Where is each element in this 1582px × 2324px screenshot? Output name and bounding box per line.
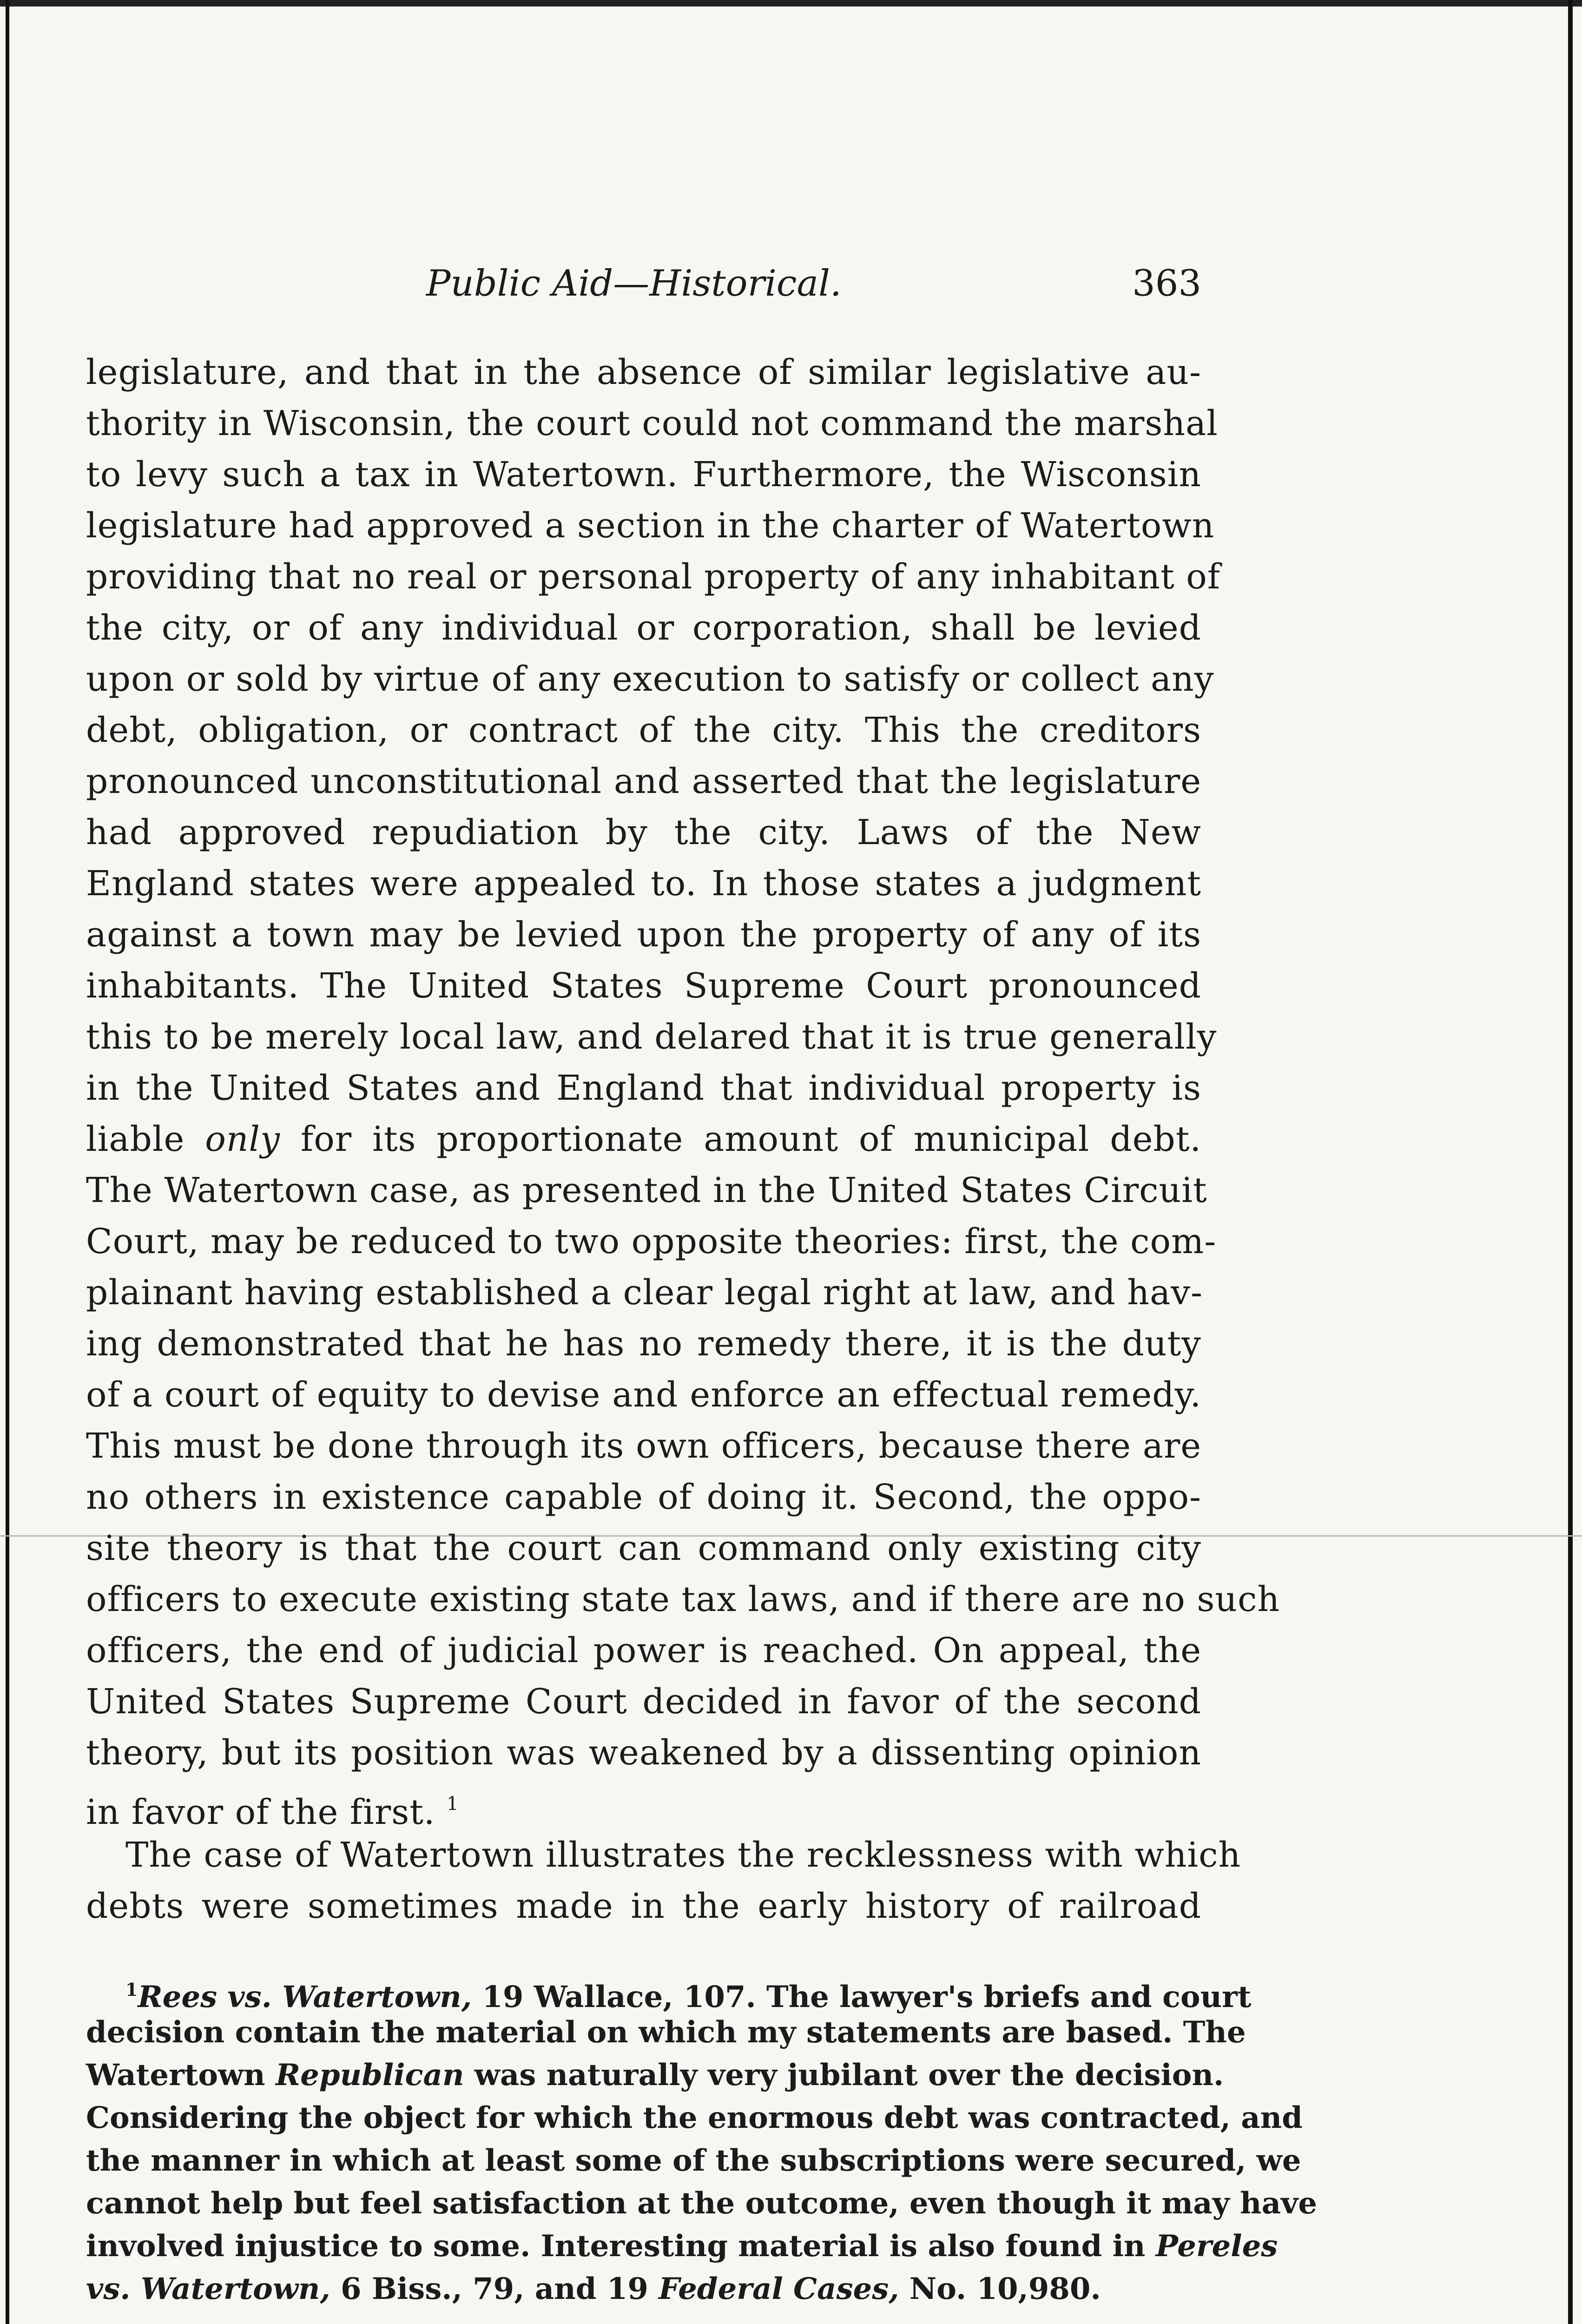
text-line: legislature, and that in the absence of similar legislative au- [86, 352, 1201, 392]
text-line: England states were appealed to. In those states a judgment [86, 864, 1201, 904]
page-header [86, 260, 1201, 307]
text-line: inhabitants. The United States Supreme Court pronounced [86, 966, 1201, 1006]
text-fragment: for its proportionate amount of municipal debt. [280, 1119, 1201, 1159]
text-line: officers to execute existing state tax laws, and if there are no such [86, 1579, 1280, 1619]
footnote-line [86, 1968, 1252, 2014]
text-fragment: involved injustice to some. Interesting material is also found in [86, 2229, 1156, 2264]
case-name: Pereles [1155, 2229, 1278, 2264]
newspaper-name: Republican [275, 2058, 464, 2093]
text-line: providing that no real or personal property of any inhabitant of [86, 557, 1221, 597]
text-line: upon or sold by virtue of any execution to satisfy or collect any [86, 659, 1214, 699]
text-line: officers, the end of judicial power is reached. On appeal, the [86, 1631, 1201, 1670]
text-line: The case of Watertown illustrates the recklessness with which [125, 1835, 1241, 1875]
text-line: in the United States and England that individual property is [86, 1068, 1201, 1108]
footnote-reference: 1 [446, 1793, 459, 1815]
scan-right-edge [1568, 0, 1573, 2324]
text-line: plainant having established a clear legal right at law, and hav- [86, 1273, 1203, 1313]
footnote-line [86, 2225, 1278, 2268]
text-line: legislature had approved a section in the charter of Watertown [86, 506, 1215, 546]
text-fragment: Watertown [86, 2058, 276, 2093]
scan-top-edge [0, 0, 1582, 7]
text-line: Court, may be reduced to two opposite theories: first, the com- [86, 1221, 1217, 1261]
text-fragment: was naturally very jubilant over the decision. [464, 2058, 1224, 2093]
text-line: this to be merely local law, and delared that it is true generally [86, 1017, 1217, 1057]
scan-left-edge [6, 0, 9, 2324]
text-line: ing demonstrated that he has no remedy there, it is the duty [86, 1324, 1201, 1364]
page-number: 363 [1132, 263, 1201, 304]
footnote-line: cannot help but feel satisfaction at the outcome, even though it may have [86, 2186, 1317, 2221]
text-line: no others in existence capable of doing it. Second, the oppo- [86, 1477, 1201, 1517]
text-line-with-emphasis [86, 1114, 1201, 1165]
text-fragment: 6 Biss., 79, and 19 [330, 2271, 659, 2306]
text-fragment: No. 10,980. [899, 2271, 1101, 2306]
text-line: of a court of equity to devise and enforce an effectual remedy. [86, 1375, 1201, 1415]
text-line: thority in Wisconsin, the court could not command the marshal [86, 403, 1218, 443]
footnote-line [86, 2054, 1224, 2097]
text-line: theory, but its position was weakened by a dissenting opinion [86, 1733, 1201, 1773]
text-line: pronounced unconstitutional and asserted that the legislature [86, 761, 1201, 801]
paragraph-1 [86, 347, 1280, 1832]
text-line: to levy such a tax in Watertown. Furthermore, the Wisconsin [86, 455, 1201, 495]
footnote-line [86, 2268, 1201, 2311]
text-fragment: in favor of the first. [86, 1792, 435, 1832]
reporter-name: Federal Cases, [659, 2271, 899, 2306]
text-line: This must be done through its own officers, because there are [86, 1426, 1201, 1466]
footnote-line: Considering the object for which the enormous debt was contracted, and [86, 2100, 1303, 2135]
text-line: against a town may be levied upon the property of any of its [86, 915, 1201, 955]
text-fragment: liable [86, 1119, 205, 1159]
footnote-line: decision contain the material on which my statements are based. The [86, 2015, 1246, 2050]
main-text [86, 347, 1280, 1932]
text-line: site theory is that the court can command only existing city [86, 1528, 1201, 1568]
emphasis-only: only [205, 1119, 280, 1159]
paragraph-2 [86, 1829, 1241, 1932]
text-line: the city, or of any individual or corporation, shall be levied [86, 608, 1201, 648]
text-fragment: 19 Wallace, 107. The lawyer's briefs and court [472, 1980, 1252, 2014]
text-line: United States Supreme Court decided in favor of the second [86, 1682, 1201, 1722]
case-name: vs. Watertown, [86, 2271, 330, 2306]
case-name: Rees vs. Watertown, [138, 1980, 472, 2014]
running-title: Public Aid—Historical. [426, 263, 842, 304]
text-line: debts were sometimes made in the early history of railroad [86, 1886, 1201, 1926]
footnote-line: the manner in which at least some of the subscriptions were secured, we [86, 2143, 1301, 2178]
text-line-last [86, 1778, 1201, 1832]
footnote-marker: 1 [125, 1979, 138, 2000]
text-line: The Watertown case, as presented in the United States Circuit [86, 1170, 1207, 1210]
text-line: had approved repudiation by the city. Laws of the New [86, 812, 1201, 852]
text-line: debt, obligation, or contract of the city. This the creditors [86, 710, 1201, 750]
footnote-block [86, 1968, 1317, 2311]
